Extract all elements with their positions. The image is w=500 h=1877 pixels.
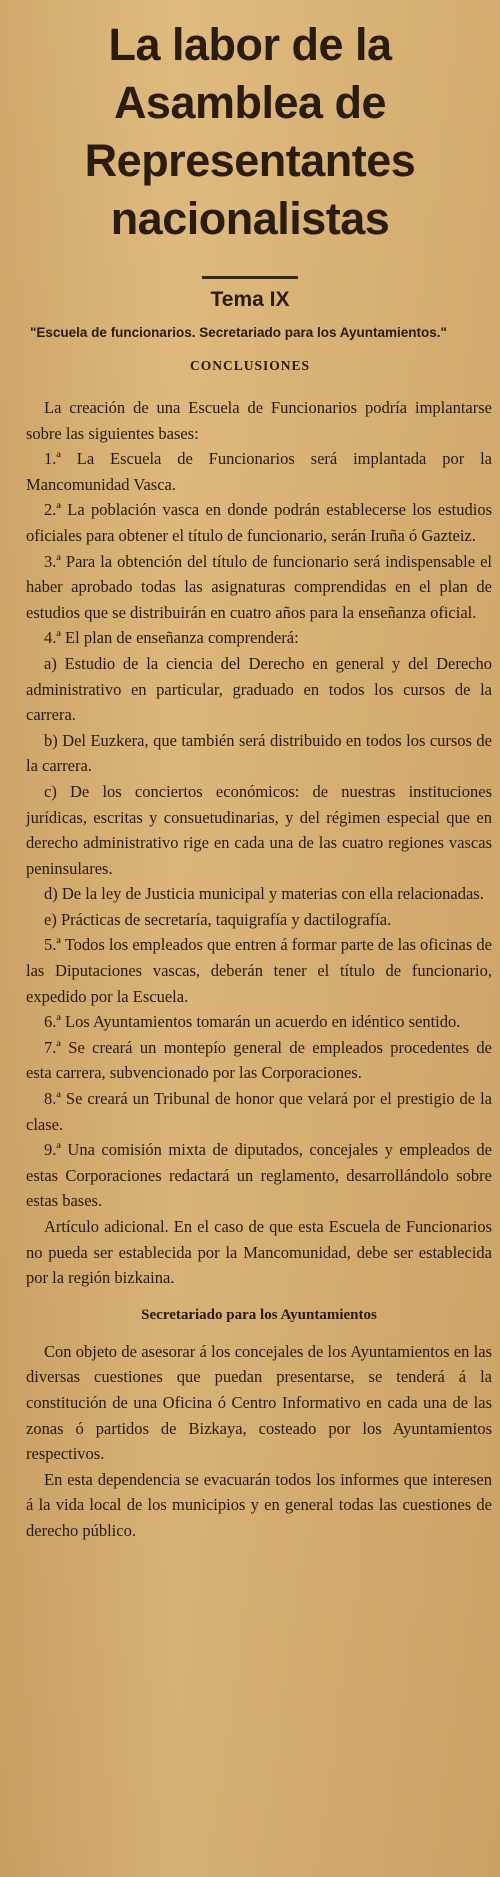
conclusion-4c: c) De los conciertos económicos: de nuestras instituciones jurídicas, escritas y consuetudinarias, y del régimen especial que en derecho administrativo rige en cada una de las cuatro regiones vascas peninsulares. — [26, 781, 492, 878]
intro-paragraph: La creación de una Escuela de Funcionarios podría implantarse sobre las siguientes bases: — [26, 398, 492, 443]
topic-subtitle: "Escuela de funcionarios. Secretariado para los Ayuntamientos." — [30, 325, 447, 340]
conclusion-1: 1.ª La Escuela de Funcionarios será implantada por la Mancomunidad Vasca. — [26, 449, 492, 494]
conclusion-7: 7.ª Se creará un montepío general de empleados procedentes de esta carrera, subvencionado por las Corporaciones. — [26, 1037, 492, 1083]
secretariado-paragraph-1: Con objeto de asesorar á los concejales de los Ayuntamientos en las diversas cuestiones que puedan presentarse, se tenderá á la constitución de una Oficina ó Centro Informativo en cada una de las zonas ó partidos de Bizkaya, costeado por los Ayuntamientos respectivos. — [26, 1341, 492, 1464]
conclusions-heading: CONCLUSIONES — [189, 358, 311, 373]
conclusion-6: 6.ª Los Ayuntamientos tomarán un acuerdo en idéntico sentido. — [44, 1012, 461, 1032]
headline-divider — [202, 276, 298, 279]
conclusion-9: 9.ª Una comisión mixta de diputados, concejales y empleados de estas Corporaciones redactará un reglamento, desarrollándolo sobre estas bases. — [26, 1140, 492, 1211]
conclusion-5: 5.ª Todos los empleados que entren á formar parte de las oficinas de las Diputaciones vascas, deberán tener el título de funcionario, expedido por la Escuela. — [26, 935, 492, 1006]
article-body — [26, 395, 492, 1544]
conclusion-4e: e) Prácticas de secretaría, taquigrafía y dactilografía. — [44, 909, 392, 929]
conclusion-2: 2.ª La población vasca en donde podrán establecerse los estudios oficiales para obtener el título de funcionario, serán Iruña ó Gazteiz. — [26, 500, 492, 545]
secretariado-heading: Secretariado para los Ayuntamientos — [141, 1306, 377, 1323]
conclusion-4b: b) Del Euzkera, que también será distribuido en todos los cursos de la carrera. — [26, 730, 492, 776]
secretariado-paragraph-2: En esta dependencia se evacuarán todos los informes que interesen á la vida local de los municipios y en general todas las cuestiones de derecho público. — [26, 1469, 492, 1540]
conclusion-8: 8.ª Se creará un Tribunal de honor que velará por el prestigio de la clase. — [26, 1089, 492, 1134]
conclusion-4: 4.ª El plan de enseñanza comprenderá: — [44, 628, 299, 648]
additional-article: Artículo adicional. En el caso de que esta Escuela de Funcionarios no pueda ser establecida por la Mancomunidad, debe ser establecida por la región bizkaina. — [26, 1217, 492, 1288]
conclusion-4d: d) De la ley de Justicia municipal y materias con ella relacionadas. — [44, 884, 484, 904]
conclusion-4a: a) Estudio de la ciencia del Derecho en general y del Derecho administrativo en particular, graduado en todos los cursos de la carrera. — [26, 653, 492, 725]
article-headline: La labor de la Asamblea de Representantes nacionalistas — [84, 19, 416, 244]
conclusion-3: 3.ª Para la obtención del título de funcionario será indispensable el haber aprobado todas las asignaturas comprendidas en el plan de estudios que se distribuirán en cuatro años para la enseñanza oficial. — [26, 551, 492, 622]
topic-number: Tema IX — [210, 288, 290, 311]
